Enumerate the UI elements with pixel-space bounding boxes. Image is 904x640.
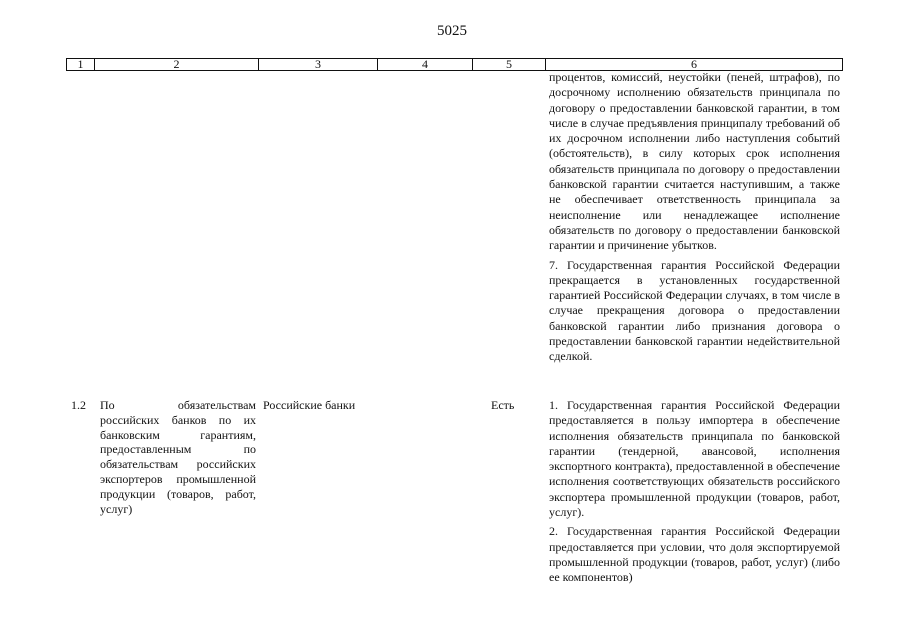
header-col-2: 2 xyxy=(95,59,259,70)
header-col-1: 1 xyxy=(67,59,95,70)
condition-item-2: 2. Государственная гарантия Российской Федерации предоставляется при условии, что доля экспортируемой промышленной продукции (товаров, работ, услуг) (либо ее компонентов) xyxy=(549,524,840,585)
header-col-3: 3 xyxy=(259,59,378,70)
condition-item-1: 1. Государственная гарантия Российской Федерации предоставляется в пользу импортера в обеспечение исполнения обязательств принципала по банковской гарантии (тендерной, авансовой, исполнения экспортного контракта), предоставленной в обеспечение исполнения соответствующих обязательств российского экспортера промышленной продукции (товаров, работ, услуг). xyxy=(549,398,840,520)
row-number: 1.2 xyxy=(71,398,86,412)
guarantee-purpose-cell: По обязательствам российских банков по их банковским гарантиям, предоставленным по обязательствам российских экспортеров промышленной продукции (товаров, работ, услуг) xyxy=(100,398,256,516)
header-col-5: 5 xyxy=(473,59,546,70)
continuation-paragraph: процентов, комиссий, неустойки (пеней, штрафов), по досрочному исполнению обязательств принципала по договору о предоставлении банковской гарантии, в том числе в случае предъявления принципалу требований об их досрочном исполнении либо наступления событий (обстоятельств), в силу которых срок исполнения обязательств принципала по договору о предоставлении банковской гарантии считается наступившим, а также не обеспечивает ответственность принципала за неисполнение или ненадлежащее исполнение обязательств по договору о предоставлении банковской гарантии и причинение убытков. xyxy=(549,70,840,253)
header-col-6: 6 xyxy=(691,57,697,71)
continuation-conditions-cell xyxy=(549,70,840,369)
header-col-4: 4 xyxy=(378,59,473,70)
conditions-cell xyxy=(549,398,840,590)
page-number: 5025 xyxy=(437,23,467,39)
recourse-cell: Есть xyxy=(491,398,515,412)
principal-cell: Российские банки xyxy=(263,398,356,412)
condition-item-7: 7. Государственная гарантия Российской Федерации прекращается в установленных государственной гарантией Российской Федерации случаях, в том числе в случае прекращения договора о предоставлении банковской гарантии либо признания договора о предоставлении банковской гарантии недействительной сделкой. xyxy=(549,257,840,364)
